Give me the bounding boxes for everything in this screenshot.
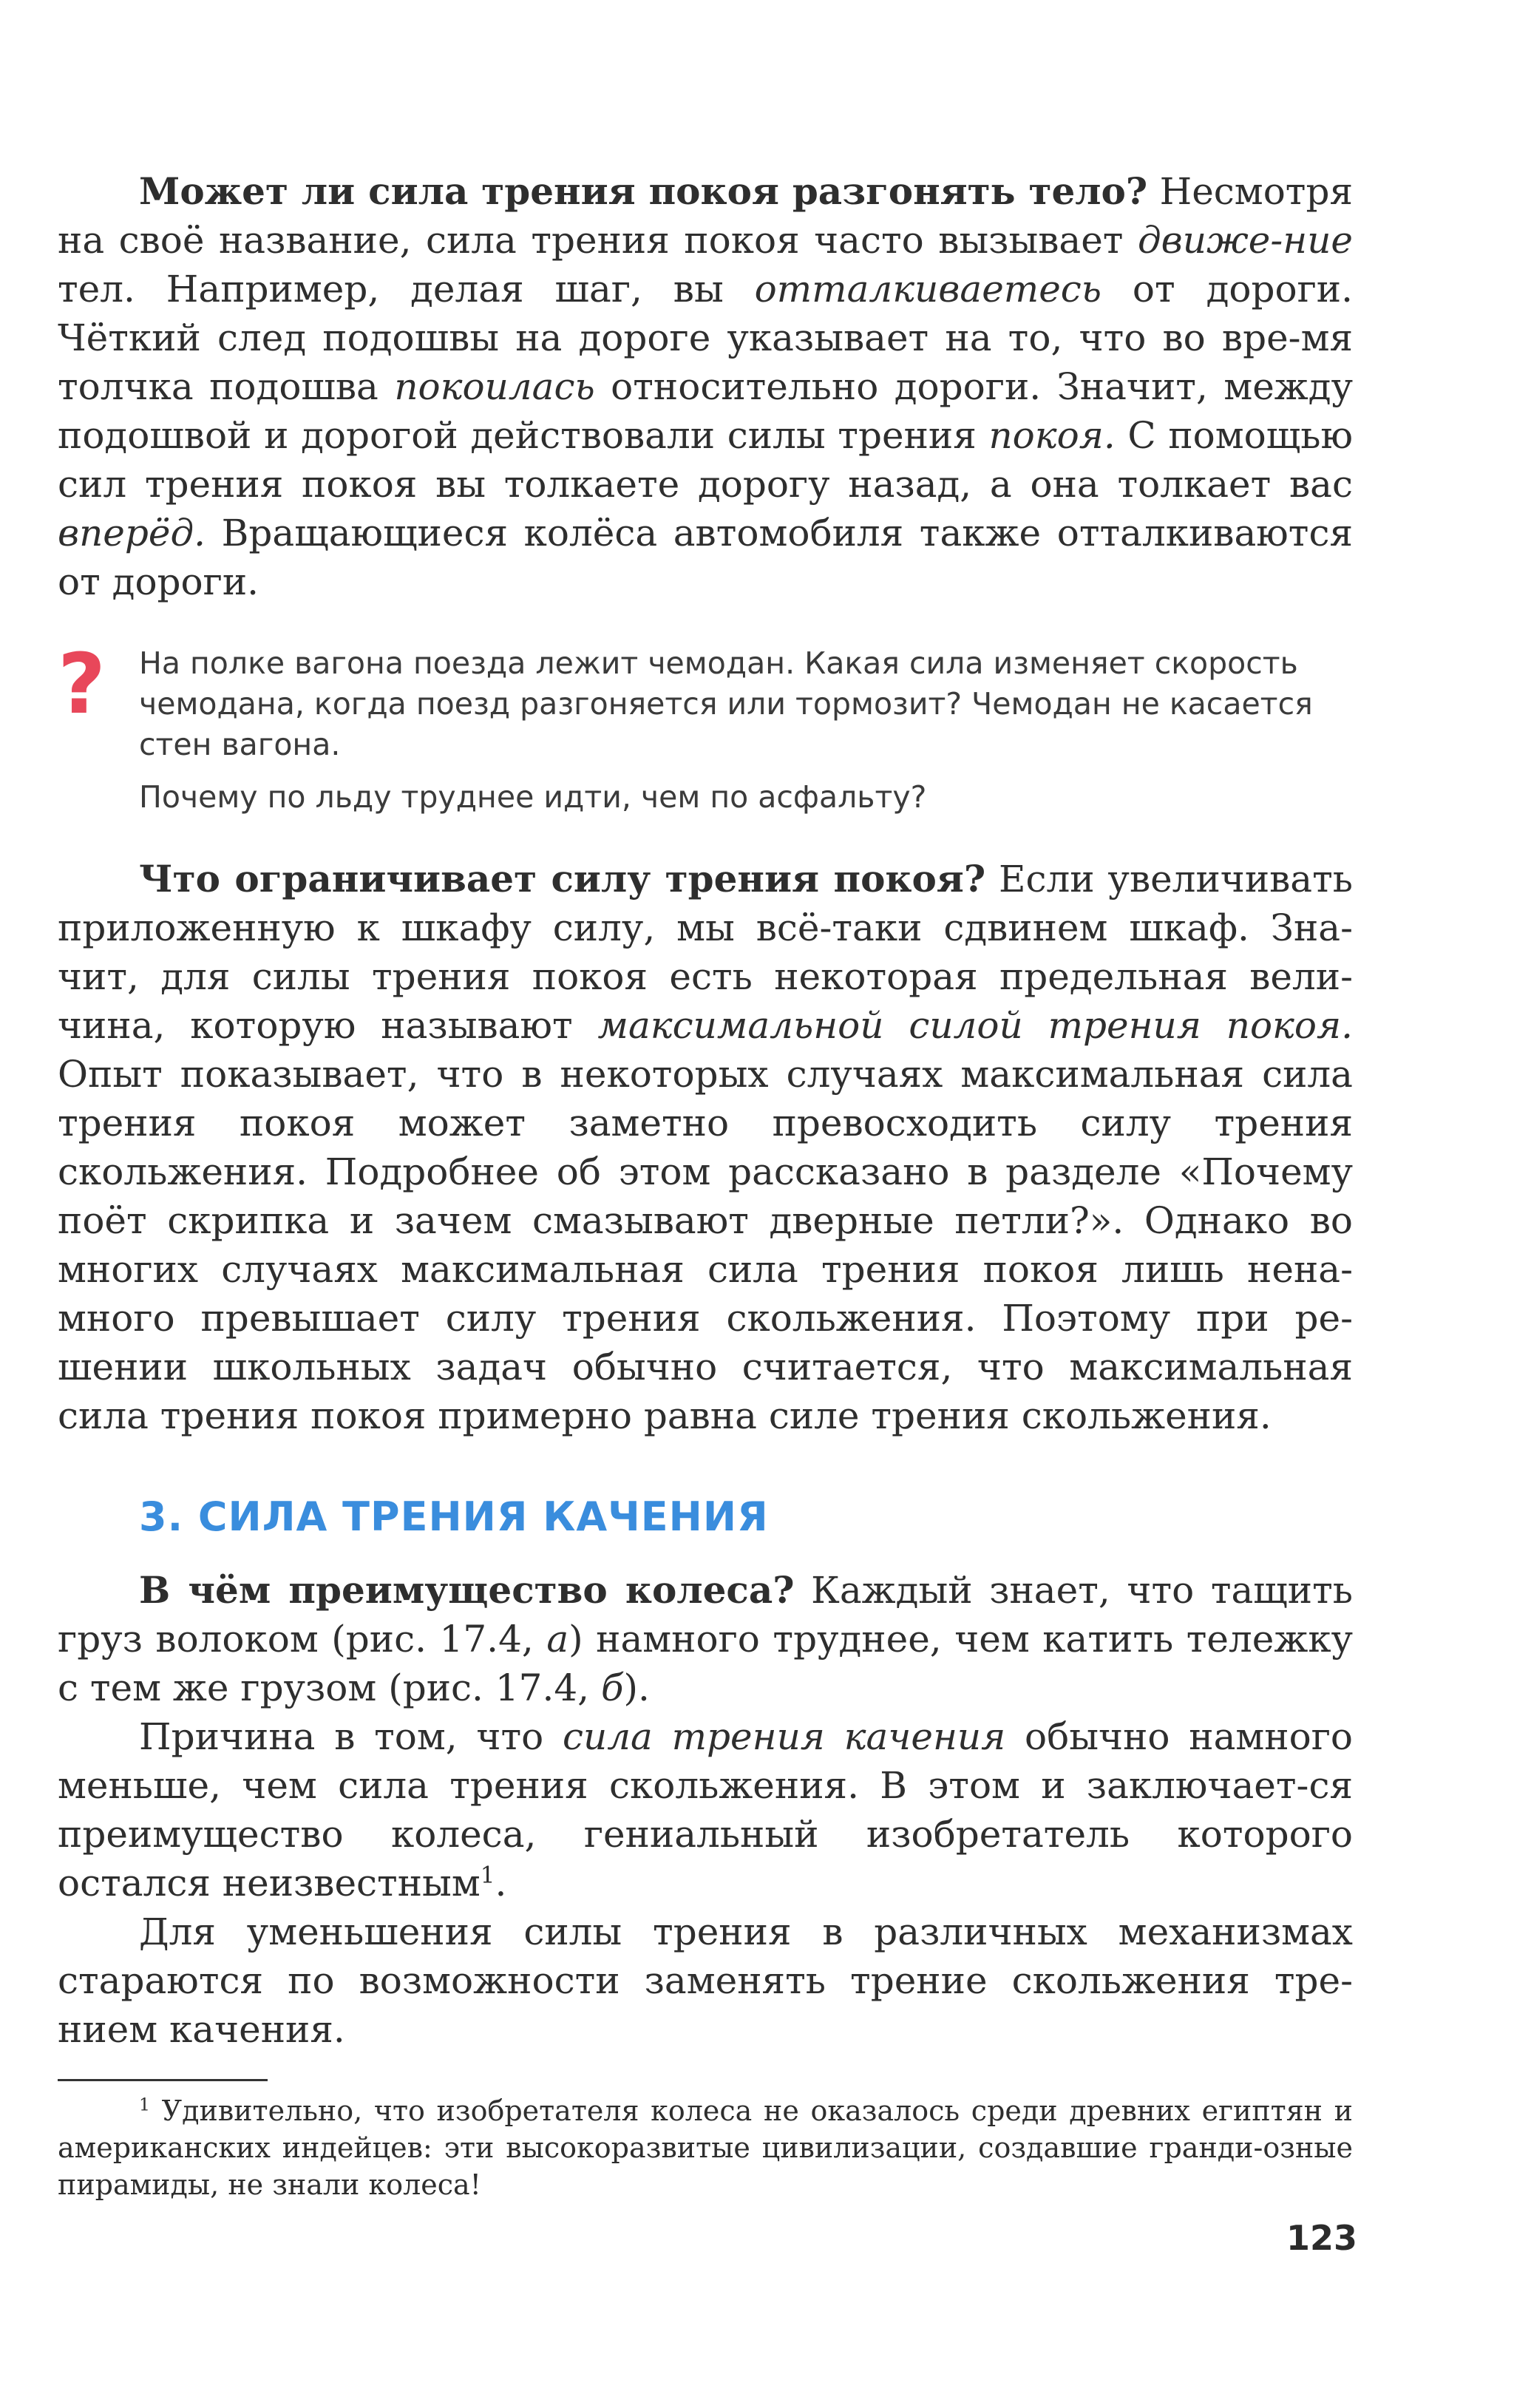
questions-block [58,637,1353,818]
page-number: 123 [1286,2218,1358,2258]
paragraph-lead: Что ограничивает силу трения покоя? [139,857,986,901]
footnote-divider [58,2079,268,2081]
paragraph-text: Несмотря на своё название, сила трения покоя часто вызывает [58,170,1354,262]
footnote [58,2092,1353,2203]
paragraph-italic: максимальной силой трения покоя. [597,1004,1354,1047]
footnote-marker: 1 [139,2094,150,2115]
paragraph-text: тел. Например, делая шаг, вы [58,268,755,311]
rolling-friction-paragraphs [58,1566,1353,2054]
paragraph-text: ). [623,1666,650,1709]
paragraph-lead: Может ли сила трения покоя разгонять тело? [139,169,1148,213]
paragraph-wheel-advantage [58,1566,1353,1712]
paragraph-reason [58,1712,1353,1907]
footnote-ref: 1 [480,1862,495,1889]
paragraph-text: . [495,1862,507,1905]
section-heading: 3. СИЛА ТРЕНИЯ КАЧЕНИЯ [139,1493,769,1540]
paragraph-text: от дороги. Чёткий след подошвы на дороге указывает на то, что во вре-мя толчка подошва [58,268,1353,408]
paragraph-text: Вращающиеся колёса автомобиля также отталкиваются от дороги. [58,512,1353,603]
question-2: Почему по льду труднее идти, чем по асфальту? [139,779,927,815]
paragraph-static-friction-accelerate [58,167,1353,606]
paragraph-italic: покоилась [394,365,595,408]
paragraph-text: ) намного труднее, чем катить тележку с тем же грузом (рис. 17.4, [58,1618,1354,1709]
paragraph-static-friction-limit [58,855,1353,1440]
paragraph-text: С помощью сил трения покоя вы толкаете дорогу назад, а она толкает вас [58,414,1354,506]
paragraph-italic: сила трения качения [563,1715,1006,1758]
paragraph-text: относительно дороги. Значит, между подошвой и дорогой действовали силы трения [58,365,1353,457]
footnote-text: Удивительно, что изобретателя колеса не оказалось среди древних египтян и американских индейцев: эти высокоразвитые цивилизации, создавшие гранди-озные пирамиды, не знали колеса! [58,2095,1353,2201]
question-mark-icon: ? [58,637,106,733]
paragraph-italic: а [546,1618,569,1661]
paragraph-text: Каждый знает, что тащить груз волоком (рис. 17.4, [58,1569,1354,1661]
paragraph-text: Опыт показывает, что в некоторых случаях максимальная сила трения покоя может заметно превосходить силу трения скольжения. Подробнее об этом рассказано в разделе «Почему поёт скрипка и зачем смазывают дверные петли?». Однако во многих случаях максимальная сила трения покоя лишь нена-много превышает силу трения скольжения. Поэтому при ре-шении школьных задач обычно считается, что максимальная сила трения покоя примерно равна силе трения скольжения. [58,1053,1353,1437]
questions-text [139,643,1353,818]
paragraph-text: Если увеличивать приложенную к шкафу силу, мы всё-таки сдвинем шкаф. Зна-чит, для силы трения покоя есть некоторая предельная вели-чина, которую называют [58,858,1353,1047]
paragraph-mechanisms [58,1907,1353,2054]
paragraph-italic: покоя. [988,414,1116,457]
paragraph-italic: движе-ние [1137,219,1353,262]
paragraph-italic: отталкиваетесь [754,268,1102,311]
paragraph-text: Причина в том, что [139,1715,563,1758]
paragraph-text: Для уменьшения силы трения в различных механизмах стараются по возможности заменять трение скольжения тре-нием качения. [58,1910,1353,2051]
paragraph-text: обычно намного меньше, чем сила трения скольжения. В этом и заключает-ся преимущество колеса, гениальный изобретатель которого остался неизвестным [58,1715,1354,1905]
paragraph-lead: В чём преимущество колеса? [139,1568,795,1612]
paragraph-italic: вперёд. [58,512,206,554]
paragraph-italic: б [600,1666,624,1709]
question-1: На полке вагона поезда лежит чемодан. Какая сила изменяет скорость чемодана, когда поезд разгоняется или тормозит? Чемодан не касается стен вагона. [139,645,1313,762]
